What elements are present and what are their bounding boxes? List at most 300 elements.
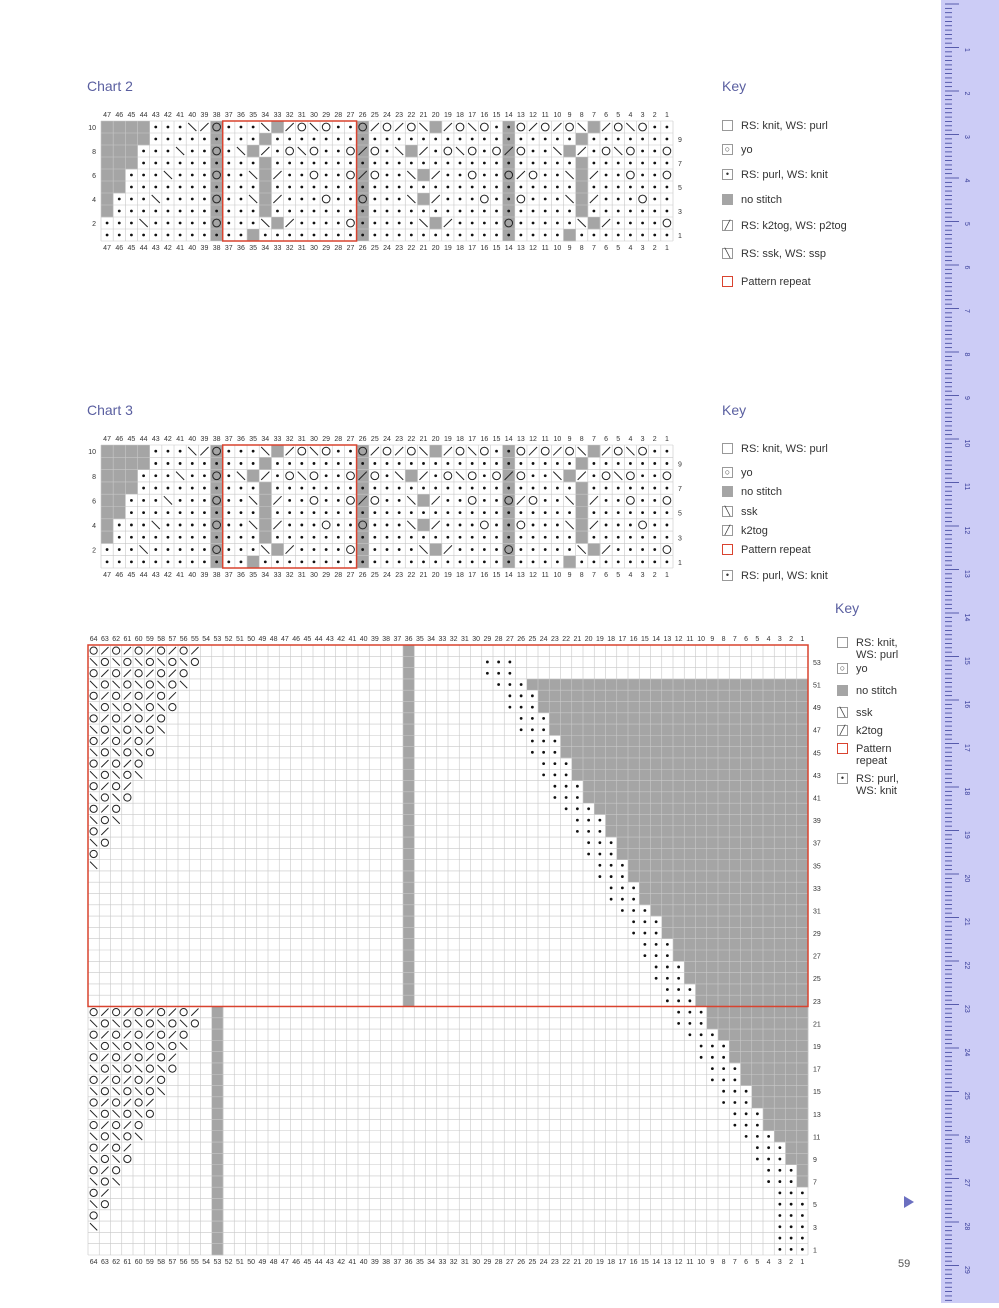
- no-stitch-cell: [763, 871, 775, 883]
- purl-symbol: [434, 560, 437, 563]
- purl-symbol: [471, 210, 474, 213]
- purl-symbol: [252, 536, 255, 539]
- purl-symbol: [519, 560, 522, 563]
- no-stitch-cell: [763, 747, 775, 759]
- purl-symbol: [790, 1237, 793, 1240]
- purl-symbol: [587, 819, 590, 822]
- no-stitch-cell: [639, 826, 651, 838]
- no-stitch-cell: [763, 882, 775, 894]
- purl-symbol: [434, 234, 437, 237]
- column-number: 17: [468, 436, 477, 443]
- no-stitch-cell: [752, 826, 764, 838]
- purl-symbol: [227, 462, 230, 465]
- row-number: 21: [813, 1021, 821, 1029]
- no-stitch-cell: [617, 792, 629, 804]
- purl-symbol: [544, 174, 547, 177]
- row-number: 13: [813, 1111, 821, 1119]
- purl-symbol: [313, 536, 316, 539]
- purl-symbol: [483, 186, 486, 189]
- ruler-label: 23: [963, 1005, 970, 1013]
- no-stitch-cell: [417, 169, 429, 181]
- purl-symbol: [446, 524, 449, 527]
- no-stitch-cell: [797, 769, 809, 781]
- purl-symbol: [288, 186, 291, 189]
- purl-symbol: [410, 548, 413, 551]
- no-stitch-cell: [752, 916, 764, 928]
- no-stitch-cell: [752, 961, 764, 973]
- column-number: 15: [492, 245, 501, 252]
- purl-symbol: [666, 988, 669, 991]
- purl-symbol: [580, 234, 583, 237]
- purl-symbol: [565, 762, 568, 765]
- no-stitch-cell: [786, 927, 798, 939]
- column-number: 16: [480, 572, 489, 579]
- purl-symbol: [264, 560, 267, 563]
- purl-symbol: [544, 548, 547, 551]
- column-number: 40: [188, 245, 197, 252]
- purl-symbol: [313, 548, 316, 551]
- column-number: 10: [553, 572, 562, 579]
- purl-symbol: [227, 150, 230, 153]
- no-stitch-cell: [403, 814, 415, 826]
- column-number: 42: [164, 112, 172, 119]
- no-stitch-cell: [718, 826, 730, 838]
- purl-symbol: [154, 222, 157, 225]
- no-stitch-cell: [763, 894, 775, 906]
- column-number: 6: [604, 112, 609, 119]
- no-stitch-cell: [138, 445, 150, 458]
- column-number: 11: [541, 436, 549, 443]
- no-stitch-cell: [101, 181, 113, 193]
- no-stitch-cell: [797, 905, 809, 917]
- purl-symbol: [361, 462, 364, 465]
- no-stitch-cell: [628, 814, 640, 826]
- purl-symbol: [446, 234, 449, 237]
- purl-symbol: [191, 150, 194, 153]
- no-stitch-cell: [101, 133, 113, 145]
- column-number: 22: [562, 1259, 571, 1266]
- purl-symbol: [756, 1135, 759, 1138]
- column-number: 22: [407, 572, 416, 579]
- purl-symbol: [653, 487, 656, 490]
- no-stitch-cell: [212, 1029, 224, 1041]
- ruler-label: 16: [963, 700, 970, 709]
- purl-symbol: [459, 511, 462, 514]
- no-stitch-cell: [741, 905, 753, 917]
- no-stitch-cell: [752, 1074, 764, 1086]
- no-stitch-cell: [138, 133, 150, 145]
- purl-symbol: [507, 487, 510, 490]
- no-stitch-cell: [662, 882, 674, 894]
- no-stitch-cell: [786, 701, 798, 713]
- column-number: 38: [382, 1259, 391, 1266]
- no-stitch-cell: [718, 814, 730, 826]
- purl-symbol: [745, 1090, 748, 1093]
- no-stitch-cell: [696, 939, 708, 951]
- column-number: 36: [237, 572, 245, 579]
- no-stitch-cell: [729, 995, 741, 1007]
- purl-symbol: [592, 162, 595, 165]
- purl-symbol: [677, 1022, 680, 1025]
- no-stitch-cell: [729, 758, 741, 770]
- purl-symbol: [349, 198, 352, 201]
- column-number: 43: [151, 436, 160, 443]
- purl-symbol: [142, 198, 145, 201]
- no-stitch-cell: [430, 217, 442, 229]
- purl-symbol: [446, 198, 449, 201]
- no-stitch-cell: [628, 769, 640, 781]
- purl-symbol: [240, 536, 243, 539]
- column-number: 49: [258, 1259, 267, 1266]
- no-stitch-cell: [741, 679, 753, 691]
- purl-symbol: [386, 474, 389, 477]
- column-number: 34: [261, 572, 270, 579]
- purl-symbol: [617, 198, 620, 201]
- no-stitch-cell: [606, 803, 618, 815]
- column-number: 25: [528, 1259, 537, 1266]
- column-number: 33: [273, 436, 282, 443]
- chart-3-title: Chart 3: [87, 402, 133, 418]
- no-stitch-cell: [662, 860, 674, 872]
- no-stitch-cell: [588, 445, 600, 458]
- no-stitch-cell: [259, 181, 271, 193]
- no-stitch-cell: [786, 679, 798, 691]
- column-number: 37: [224, 572, 233, 579]
- purl-symbol: [349, 524, 352, 527]
- ssk-symbol-icon: ╲: [722, 506, 733, 517]
- purl-symbol: [240, 487, 243, 490]
- purl-symbol: [767, 1135, 770, 1138]
- key-item-label: yo: [856, 663, 868, 675]
- no-stitch-cell: [617, 679, 629, 691]
- column-number: 20: [431, 436, 440, 443]
- no-stitch-cell: [752, 1086, 764, 1098]
- purl-symbol: [300, 210, 303, 213]
- column-number: 40: [188, 572, 197, 579]
- no-stitch-cell: [684, 814, 696, 826]
- purl-symbol: [544, 150, 547, 153]
- no-stitch-cell: [617, 701, 629, 713]
- column-number: 42: [164, 572, 172, 579]
- purl-symbol: [276, 150, 279, 153]
- no-stitch-cell: [662, 758, 674, 770]
- no-stitch-cell: [797, 1153, 809, 1165]
- column-number: 2: [789, 1259, 794, 1266]
- no-stitch-cell: [606, 781, 618, 793]
- purl-symbol: [288, 560, 291, 563]
- no-stitch-cell: [786, 781, 798, 793]
- no-stitch-cell: [684, 724, 696, 736]
- no-stitch-cell: [774, 713, 786, 725]
- column-number: 10: [553, 436, 562, 443]
- purl-symbol: [325, 560, 328, 563]
- purl-symbol: [179, 462, 182, 465]
- no-stitch-cell: [576, 507, 588, 520]
- no-stitch-cell: [549, 701, 561, 713]
- no-stitch-cell: [572, 690, 584, 702]
- column-number: 35: [249, 436, 258, 443]
- column-number: 37: [224, 436, 233, 443]
- purl-symbol: [778, 1237, 781, 1240]
- purl-symbol-icon: •: [722, 570, 733, 581]
- no-stitch-cell: [639, 781, 651, 793]
- no-stitch-cell: [696, 905, 708, 917]
- purl-symbol: [617, 174, 620, 177]
- purl-symbol: [154, 462, 157, 465]
- purl-symbol: [142, 487, 145, 490]
- purl-symbol: [495, 234, 498, 237]
- purl-symbol: [507, 162, 510, 165]
- purl-symbol: [142, 234, 145, 237]
- column-number: 47: [103, 572, 111, 579]
- column-number: 1: [664, 436, 669, 443]
- no-stitch-cell: [763, 1108, 775, 1120]
- purl-symbol: [532, 234, 535, 237]
- no-stitch-cell: [696, 724, 708, 736]
- no-stitch-cell: [752, 1063, 764, 1075]
- purl-symbol: [605, 174, 608, 177]
- no-stitch-cell: [797, 894, 809, 906]
- purl-symbol: [276, 234, 279, 237]
- no-stitch-cell: [763, 713, 775, 725]
- no-stitch-cell: [786, 871, 798, 883]
- no-stitch-cell: [684, 747, 696, 759]
- purl-symbol: [520, 706, 523, 709]
- purl-symbol: [519, 186, 522, 189]
- no-stitch-cell: [741, 871, 753, 883]
- ruler-label: 14: [963, 613, 970, 622]
- no-stitch-cell: [101, 145, 113, 157]
- purl-symbol: [544, 198, 547, 201]
- purl-symbol: [556, 162, 559, 165]
- column-number: 5: [616, 572, 621, 579]
- purl-symbol: [118, 536, 121, 539]
- no-stitch-cell: [628, 837, 640, 849]
- column-number: 2: [652, 245, 657, 252]
- purl-symbol: [410, 210, 413, 213]
- purl-symbol-icon: •: [837, 773, 848, 784]
- purl-symbol: [361, 222, 364, 225]
- purl-symbol: [349, 560, 352, 563]
- no-stitch-cell: [752, 1097, 764, 1109]
- purl-symbol: [240, 234, 243, 237]
- column-number: 28: [334, 436, 343, 443]
- purl-symbol: [203, 222, 206, 225]
- column-number: 20: [431, 112, 440, 119]
- column-number: 29: [322, 112, 331, 119]
- purl-symbol: [653, 234, 656, 237]
- column-number: 31: [460, 1259, 469, 1266]
- no-stitch-cell: [538, 679, 550, 691]
- purl-symbol: [227, 174, 230, 177]
- purl-symbol: [227, 511, 230, 514]
- purl-symbol: [497, 661, 500, 664]
- no-stitch-cell: [707, 792, 719, 804]
- purl-symbol: [434, 474, 437, 477]
- no-stitch-cell: [212, 1040, 224, 1052]
- no-stitch-cell: [786, 690, 798, 702]
- no-stitch-cell: [673, 679, 685, 691]
- column-number: 13: [663, 636, 672, 643]
- column-number: 18: [456, 112, 464, 119]
- no-stitch-cell: [113, 457, 125, 470]
- column-number: 14: [652, 636, 661, 643]
- ruler-label: 26: [963, 1135, 970, 1144]
- purl-symbol: [179, 511, 182, 514]
- no-stitch-cell: [617, 690, 629, 702]
- purl-symbol: [422, 536, 425, 539]
- no-stitch-cell: [138, 121, 150, 133]
- no-stitch-cell: [212, 1199, 224, 1211]
- no-stitch-cell: [259, 157, 271, 169]
- purl-symbol: [666, 966, 669, 969]
- no-stitch-cell: [797, 747, 809, 759]
- purl-symbol: [542, 717, 545, 720]
- purl-symbol: [778, 1169, 781, 1172]
- purl-symbol: [313, 487, 316, 490]
- key-item-label: k2tog: [741, 525, 768, 537]
- no-stitch-cell: [125, 445, 137, 458]
- column-number: 29: [483, 636, 492, 643]
- no-stitch-cell: [583, 724, 595, 736]
- ruler-label: 18: [963, 787, 970, 796]
- no-stitch-cell: [538, 701, 550, 713]
- purl-symbol: [349, 126, 352, 129]
- column-number: 32: [285, 112, 294, 119]
- purl-symbol: [576, 785, 579, 788]
- column-number: 39: [200, 112, 209, 119]
- purl-symbol: [643, 920, 646, 923]
- no-stitch-cell: [786, 882, 798, 894]
- purl-symbol: [532, 548, 535, 551]
- no-stitch-cell: [729, 1040, 741, 1052]
- purl-symbol-icon: •: [722, 169, 733, 180]
- purl-symbol: [592, 560, 595, 563]
- purl-symbol: [167, 234, 170, 237]
- purl-symbol: [373, 222, 376, 225]
- purl-symbol: [398, 524, 401, 527]
- no-stitch-cell: [752, 939, 764, 951]
- no-stitch-cell: [707, 724, 719, 736]
- no-stitch-cell: [651, 713, 663, 725]
- column-number: 18: [607, 1259, 616, 1266]
- chart-3-key-title: Key: [722, 402, 747, 418]
- purl-symbol: [532, 560, 535, 563]
- purl-symbol: [576, 796, 579, 799]
- no-stitch-cell: [786, 939, 798, 951]
- no-stitch-cell: [707, 826, 719, 838]
- purl-symbol: [252, 210, 255, 213]
- no-stitch-cell: [752, 905, 764, 917]
- purl-symbol: [398, 536, 401, 539]
- purl-symbol: [167, 560, 170, 563]
- ruler-label: 27: [963, 1179, 970, 1187]
- purl-symbol: [666, 462, 669, 465]
- purl-symbol: [790, 1214, 793, 1217]
- purl-symbol: [483, 462, 486, 465]
- no-stitch-cell: [786, 803, 798, 815]
- no-stitch-cell: [696, 826, 708, 838]
- column-number: 48: [269, 1259, 278, 1266]
- purl-symbol: [325, 487, 328, 490]
- purl-symbol: [227, 210, 230, 213]
- no-stitch-cell: [729, 679, 741, 691]
- no-stitch-cell: [797, 1176, 809, 1188]
- ruler-label: 1: [963, 48, 970, 52]
- purl-symbol: [576, 830, 579, 833]
- column-number: 35: [249, 572, 258, 579]
- purl-symbol: [666, 943, 669, 946]
- column-number: 15: [492, 572, 501, 579]
- purl-symbol: [361, 536, 364, 539]
- no-stitch-cell: [797, 826, 809, 838]
- no-stitch-cell: [763, 1018, 775, 1030]
- row-number: 5: [678, 510, 682, 518]
- column-number: 64: [89, 636, 98, 643]
- purl-symbol: [325, 499, 328, 502]
- next-page-arrow-icon[interactable]: [904, 1196, 914, 1208]
- purl-symbol: [598, 864, 601, 867]
- no-stitch-cell: [259, 457, 271, 470]
- column-number: 21: [419, 572, 428, 579]
- purl-symbol: [519, 234, 522, 237]
- purl-symbol: [203, 138, 206, 141]
- purl-symbol: [790, 1248, 793, 1251]
- row-number: 23: [813, 998, 821, 1006]
- no-stitch-cell: [594, 747, 606, 759]
- purl-symbol: [240, 162, 243, 165]
- yo-symbol-icon: ○: [722, 467, 733, 478]
- purl-symbol: [745, 1124, 748, 1127]
- no-stitch-cell: [696, 837, 708, 849]
- purl-symbol: [544, 511, 547, 514]
- purl-symbol: [386, 222, 389, 225]
- column-number: 22: [407, 112, 416, 119]
- no-stitch-cell: [741, 848, 753, 860]
- key-item-label: RS: ssk, WS: ssp: [741, 248, 826, 260]
- no-stitch-cell: [752, 701, 764, 713]
- purl-symbol: [605, 462, 608, 465]
- purl-symbol: [531, 740, 534, 743]
- no-stitch-cell: [718, 927, 730, 939]
- no-stitch-cell: [583, 769, 595, 781]
- purl-symbol: [203, 186, 206, 189]
- no-stitch-cell: [403, 848, 415, 860]
- purl-symbol: [434, 138, 437, 141]
- purl-symbol: [106, 222, 109, 225]
- purl-symbol: [167, 138, 170, 141]
- no-stitch-cell: [763, 837, 775, 849]
- no-stitch-cell: [797, 961, 809, 973]
- purl-symbol: [542, 751, 545, 754]
- purl-symbol: [653, 511, 656, 514]
- purl-symbol: [106, 234, 109, 237]
- purl-symbol: [361, 210, 364, 213]
- purl-symbol: [373, 234, 376, 237]
- purl-symbol: [621, 909, 624, 912]
- no-stitch-cell: [212, 1131, 224, 1143]
- purl-symbol: [130, 560, 133, 563]
- no-stitch-cell: [729, 1029, 741, 1041]
- column-number: 1: [800, 636, 805, 643]
- column-number: 27: [505, 1259, 514, 1266]
- no-stitch-cell: [673, 837, 685, 849]
- no-stitch-cell: [729, 950, 741, 962]
- purl-symbol: [568, 186, 571, 189]
- purl-symbol: [643, 932, 646, 935]
- no-stitch-cell: [606, 713, 618, 725]
- column-number: 4: [628, 245, 633, 252]
